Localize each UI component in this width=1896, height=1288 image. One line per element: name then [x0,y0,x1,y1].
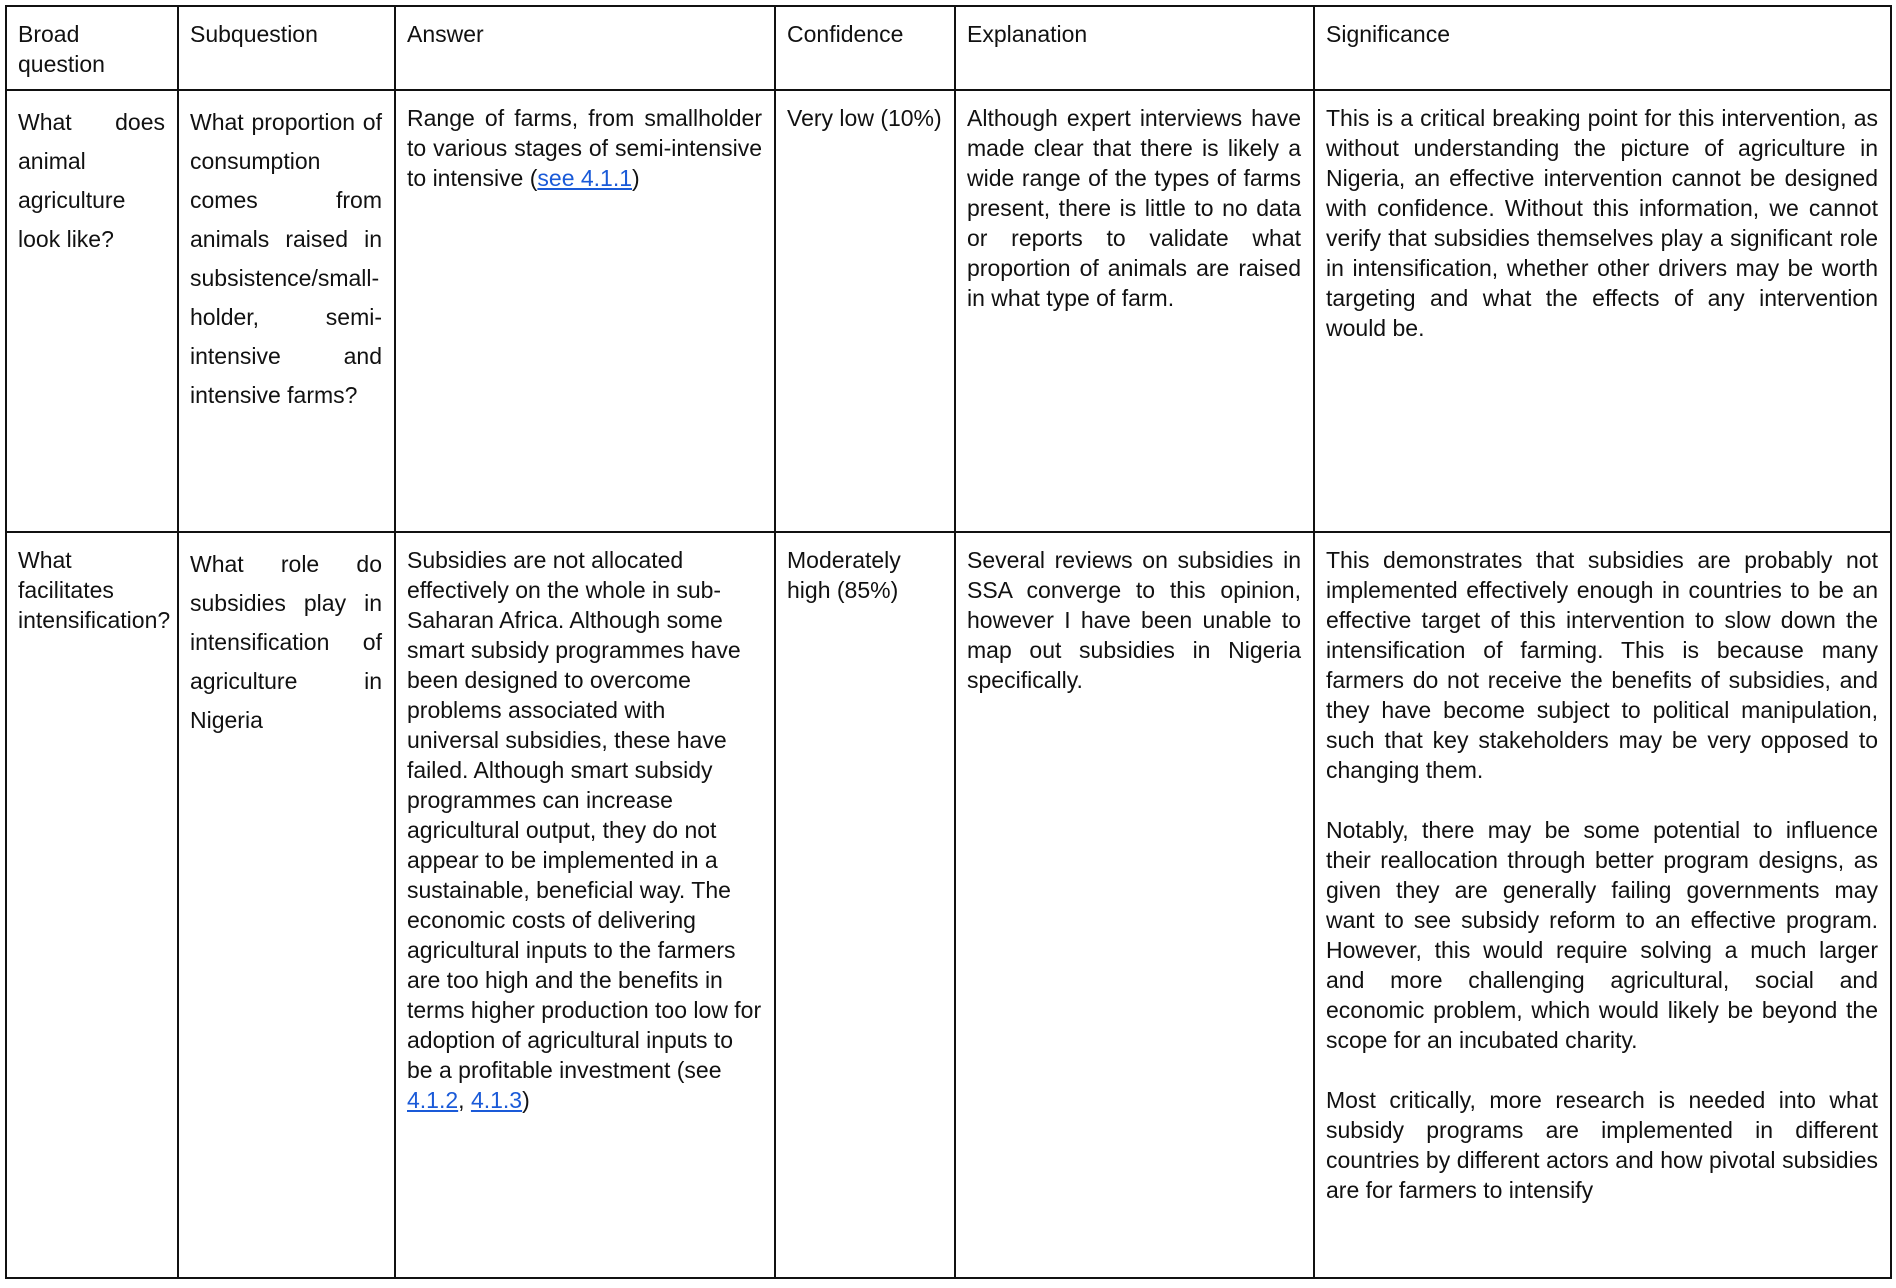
answer-close: ) [522,1087,530,1113]
answer-cell [395,532,775,1278]
significance-paragraph: This is a critical breaking point for this intervention, as without understanding the picture of agriculture in Nigeria, an effective intervention cannot be designed with confidence. Without this information, we cannot verify that subsidies themselves play a significant role in intensification, whether other drivers may be worth targeting and what the effects of any intervention would be. [1326,105,1878,341]
research-findings-table [5,5,1892,1279]
header-subquestion: Subquestion [178,6,395,90]
significance-cell [1314,90,1891,532]
answer-separator: , [458,1087,471,1113]
section-link[interactable]: 4.1.2 [407,1087,459,1113]
significance-paragraph: Most critically, more research is needed into what subsidy programs are implemented in different countries by different actors and how pivotal subsidies are for farmers to intensify [1326,1087,1878,1203]
header-explanation: Explanation [955,6,1314,90]
significance-cell [1314,532,1891,1278]
section-link[interactable]: 4.1.3 [470,1087,523,1113]
section-link[interactable]: see 4.1.1 [537,165,633,191]
confidence-cell: Moderately high (85%) [775,532,955,1278]
explanation-cell: Several reviews on subsidies in SSA converge to this opinion, however I have been unable to map out subsidies in Nigeria specifically. [955,532,1314,1278]
broad-question-cell: What does animal agriculture look like? [6,90,178,532]
answer-text: Range of farms, from smallholder to various stages of semi-intensive to intensive ( [407,105,762,191]
header-significance: Significance [1314,6,1891,90]
subquestion-cell: What role do subsidies play in intensification of agriculture in Nigeria [178,532,395,1278]
header-confidence: Confidence [775,6,955,90]
significance-paragraph: Notably, there may be some potential to influence their reallocation through better program designs, as given they are generally failing governments may want to see subsidy reform to an effective program. However, this would require solving a much larger and more challenging agricultural, social and economic problem, which would likely be beyond the scope for an incubated charity. [1326,817,1878,1053]
subquestion-cell: What proportion of consumption comes from animals raised in subsistence/small-holder, semi-intensive and intensive farms? [178,90,395,532]
broad-question-cell: What facilitates intensification? [6,532,178,1278]
confidence-cell: Very low (10%) [775,90,955,532]
explanation-cell: Although expert interviews have made clear that there is likely a wide range of the types of farms present, there is little to no data or reports to validate what proportion of animals are raised in what type of farm. [955,90,1314,532]
header-broad-question: Broad question [6,6,178,90]
answer-text: Subsidies are not allocated effectively on the whole in sub-Saharan Africa. Although some smart subsidy programmes have been designed to overcome problems associated with universal subsidies, these have failed. Although smart subsidy programmes can increase agricultural output, they do not appear to be implemented in a sustainable, beneficial way. The economic costs of delivering agricultural inputs to the farmers are too high and the benefits in terms higher production too low for adoption of agricultural inputs to be a profitable investment (see [407,547,762,1083]
header-row [6,6,1891,90]
answer-close: ) [632,165,640,191]
answer-cell [395,90,775,532]
table-row [6,532,1891,1278]
table-row [6,90,1891,532]
header-answer: Answer [395,6,775,90]
significance-paragraph: This demonstrates that subsidies are probably not implemented effectively enough in countries to be an effective target of this intervention to slow down the intensification of farming. This is because many farmers do not receive the benefits of subsidies, and they have become subject to political manipulation, such that key stakeholders may be very opposed to changing them. [1326,547,1878,783]
